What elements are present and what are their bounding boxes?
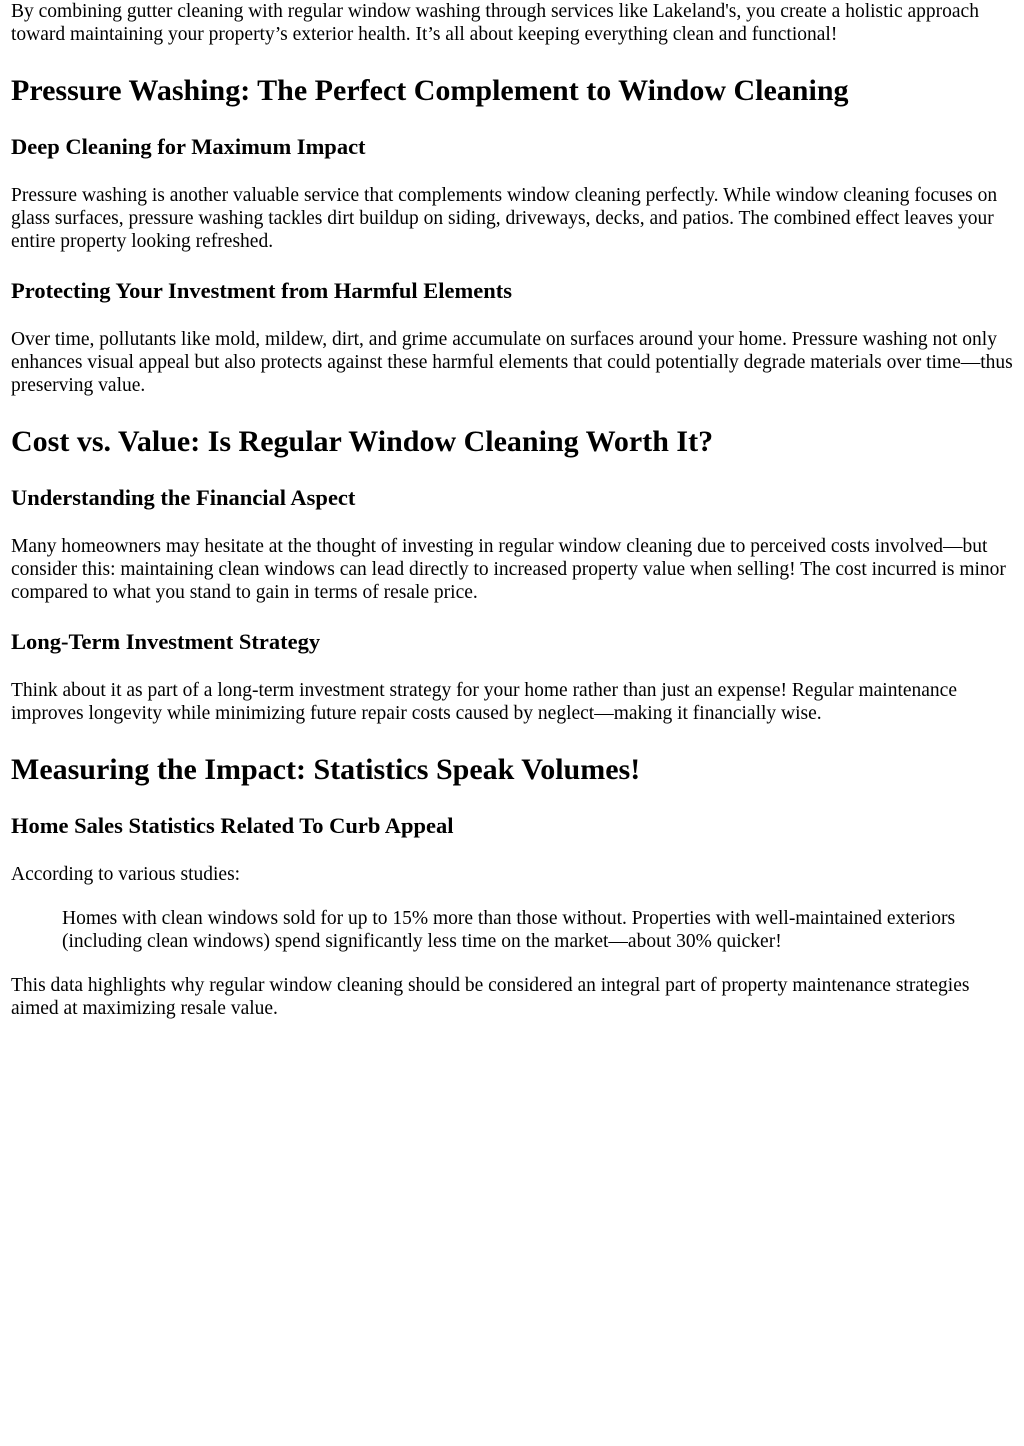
protecting-investment-heading: Protecting Your Investment from Harmful Elements	[11, 278, 512, 303]
deep-cleaning-paragraph: Pressure washing is another valuable service that complements window cleaning perfectly. While window cleaning focuses on glass surfaces, pressure washing tackles dirt buildup on siding, driveways, decks, and patios. The combined effect leaves your entire property looking refreshed.	[11, 185, 998, 252]
conclusion-paragraph: This data highlights why regular window cleaning should be considered an integral part of property maintenance strategies aimed at maximizing resale value.	[11, 975, 970, 1019]
according-paragraph: According to various studies:	[11, 864, 241, 885]
measuring-impact-heading: Measuring the Impact: Statistics Speak Volumes!	[11, 753, 641, 786]
statistics-blockquote: Homes with clean windows sold for up to 15% more than those without. Properties with well-maintained exteriors (including clean windows) spend significantly less time on the market—about 30% quicker!	[62, 908, 956, 952]
protecting-investment-paragraph: Over time, pollutants like mold, mildew, dirt, and grime accumulate on surfaces around your home. Pressure washing not only enhances visual appeal but also protects against these harmful elements that could potentially degrade materials over time—thus preserving value.	[11, 329, 1013, 396]
financial-aspect-heading: Understanding the Financial Aspect	[11, 485, 356, 510]
deep-cleaning-heading: Deep Cleaning for Maximum Impact	[11, 134, 366, 159]
home-sales-statistics-heading: Home Sales Statistics Related To Curb Appeal	[11, 813, 454, 838]
long-term-strategy-heading: Long-Term Investment Strategy	[11, 629, 321, 654]
financial-aspect-paragraph: Many homeowners may hesitate at the thought of investing in regular window cleaning due to perceived costs involved—but consider this: maintaining clean windows can lead directly to increased property value when selling! The cost incurred is minor compared to what you stand to gain in terms of resale price.	[11, 536, 1006, 603]
pressure-washing-heading: Pressure Washing: The Perfect Complement to Window Cleaning	[11, 74, 849, 107]
intro-paragraph: By combining gutter cleaning with regular window washing through services like Lakeland's, you create a holistic approach toward maintaining your property’s exterior health. It’s all about keeping everything clean and functional!	[11, 1, 979, 45]
cost-value-heading: Cost vs. Value: Is Regular Window Cleaning Worth It?	[11, 425, 714, 458]
long-term-strategy-paragraph: Think about it as part of a long-term investment strategy for your home rather than just an expense! Regular maintenance improves longevity while minimizing future repair costs caused by neglect—making it financially wise.	[11, 680, 957, 724]
